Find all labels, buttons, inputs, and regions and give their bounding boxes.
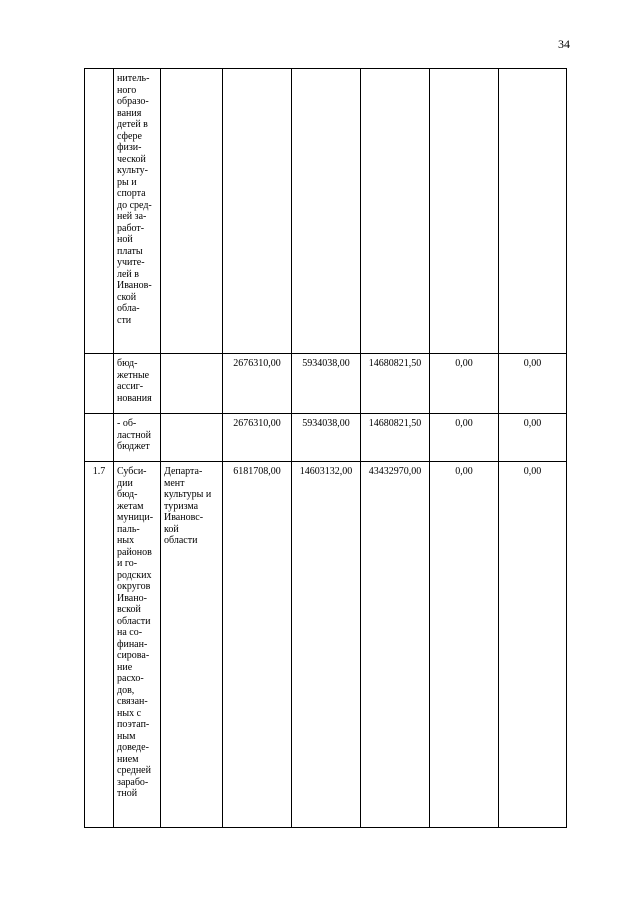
name-line: ассиг- bbox=[117, 381, 144, 392]
value-cell-v1: 2676310,00 bbox=[223, 354, 292, 414]
executor-line: кой bbox=[164, 523, 179, 535]
name-line: зарабо- bbox=[117, 776, 149, 788]
name-line: и го- bbox=[117, 558, 138, 569]
name-line: доведе- bbox=[117, 742, 149, 753]
table-row bbox=[85, 354, 567, 414]
name-line: лей в bbox=[117, 268, 140, 280]
executor-line: культуры и bbox=[164, 489, 212, 500]
table-row bbox=[85, 414, 567, 462]
value-cell-v2 bbox=[292, 69, 361, 354]
value-cell-v3: 14680821,50 bbox=[361, 414, 430, 462]
value-cell-v1: 6181708,00 bbox=[223, 462, 292, 828]
value-cell-v1: 2676310,00 bbox=[223, 414, 292, 462]
name-line: ческой bbox=[117, 153, 146, 165]
name-line: округов bbox=[117, 581, 151, 592]
name-line: ного bbox=[117, 84, 137, 96]
value-cell-v3: 14680821,50 bbox=[361, 354, 430, 414]
name-line: муници- bbox=[117, 512, 154, 523]
executor-line: туризма bbox=[164, 500, 199, 512]
name-line: образо- bbox=[117, 96, 149, 107]
name-line: бюд- bbox=[117, 489, 138, 500]
name-line: нитель- bbox=[117, 73, 150, 84]
name-line: спорта bbox=[117, 188, 146, 199]
name-line: сфере bbox=[117, 130, 142, 142]
value-cell-v5: 0,00 bbox=[499, 414, 567, 462]
row-index bbox=[85, 414, 114, 462]
page-number: 34 bbox=[558, 37, 570, 51]
name-line: детей в bbox=[117, 119, 148, 130]
name-line: жетам bbox=[117, 500, 144, 512]
name-line: сти bbox=[117, 314, 132, 326]
value-cell-v3 bbox=[361, 69, 430, 354]
name-line: Субси- bbox=[117, 466, 147, 477]
value-cell-v4: 0,00 bbox=[430, 462, 499, 828]
executor-line: области bbox=[164, 535, 198, 546]
executor-line: мент bbox=[164, 477, 185, 489]
name-line: работ- bbox=[117, 222, 145, 234]
value-cell-v1 bbox=[223, 69, 292, 354]
row-name bbox=[114, 462, 161, 828]
value-cell-v3: 43432970,00 bbox=[361, 462, 430, 828]
name-line: нием bbox=[117, 753, 139, 765]
name-line: ных bbox=[117, 535, 135, 546]
name-line: на со- bbox=[117, 627, 143, 638]
name-line: связан- bbox=[117, 696, 148, 707]
name-line: - об- bbox=[117, 418, 137, 429]
name-line: расхо- bbox=[117, 673, 144, 684]
row-index bbox=[85, 69, 114, 354]
name-line: финан- bbox=[117, 638, 148, 650]
row-name bbox=[114, 69, 161, 354]
name-line: средней bbox=[117, 765, 151, 776]
name-line: дии bbox=[117, 477, 133, 489]
value-cell-v4: 0,00 bbox=[430, 354, 499, 414]
row-name bbox=[114, 414, 161, 462]
name-line: родских bbox=[117, 569, 152, 581]
value-cell-v2: 5934038,00 bbox=[292, 354, 361, 414]
name-line: физи- bbox=[117, 142, 142, 153]
name-line: Ивано- bbox=[117, 592, 147, 604]
name-line: Иванов- bbox=[117, 280, 152, 291]
name-line: районов bbox=[117, 546, 152, 558]
row-name bbox=[114, 354, 161, 414]
name-line: ной bbox=[117, 234, 133, 245]
value-cell-v5 bbox=[499, 69, 567, 354]
value-cell-v5: 0,00 bbox=[499, 354, 567, 414]
name-line: ным bbox=[117, 730, 136, 742]
table-row bbox=[85, 462, 567, 828]
value-cell-v4 bbox=[430, 69, 499, 354]
name-line: жетные bbox=[117, 369, 150, 381]
name-line: бюд- bbox=[117, 358, 138, 369]
name-line: обла- bbox=[117, 303, 140, 314]
name-line: вской bbox=[117, 604, 141, 615]
value-cell-v2: 5934038,00 bbox=[292, 414, 361, 462]
name-line: ской bbox=[117, 291, 137, 303]
name-line: ние bbox=[117, 661, 133, 673]
row-executor bbox=[161, 69, 223, 354]
value-cell-v2: 14603132,00 bbox=[292, 462, 361, 828]
row-executor bbox=[161, 414, 223, 462]
name-line: ры и bbox=[117, 176, 137, 188]
name-line: учите- bbox=[117, 257, 145, 268]
table-body bbox=[85, 69, 567, 828]
executor-line: Ивановс- bbox=[164, 512, 204, 523]
name-line: культу- bbox=[117, 165, 149, 176]
name-line: нования bbox=[117, 392, 152, 404]
name-line: ластной bbox=[117, 429, 151, 441]
name-line: поэтап- bbox=[117, 719, 150, 730]
name-line: бюджет bbox=[117, 441, 150, 452]
row-index: 1.7 bbox=[85, 462, 114, 828]
name-line: тной bbox=[117, 788, 138, 799]
name-line: платы bbox=[117, 245, 143, 257]
budget-table bbox=[84, 68, 567, 828]
row-executor bbox=[161, 462, 223, 828]
name-line: паль- bbox=[117, 523, 140, 535]
value-cell-v5: 0,00 bbox=[499, 462, 567, 828]
name-line: ных с bbox=[117, 707, 142, 719]
name-line: сирова- bbox=[117, 650, 150, 661]
table-row bbox=[85, 69, 567, 354]
name-line: вания bbox=[117, 107, 142, 119]
row-executor bbox=[161, 354, 223, 414]
executor-line: Департа- bbox=[164, 466, 203, 477]
name-line: области bbox=[117, 615, 151, 627]
name-line: дов, bbox=[117, 684, 135, 696]
value-cell-v4: 0,00 bbox=[430, 414, 499, 462]
name-line: ней за- bbox=[117, 211, 147, 222]
row-index bbox=[85, 354, 114, 414]
name-line: до сред- bbox=[117, 199, 152, 211]
